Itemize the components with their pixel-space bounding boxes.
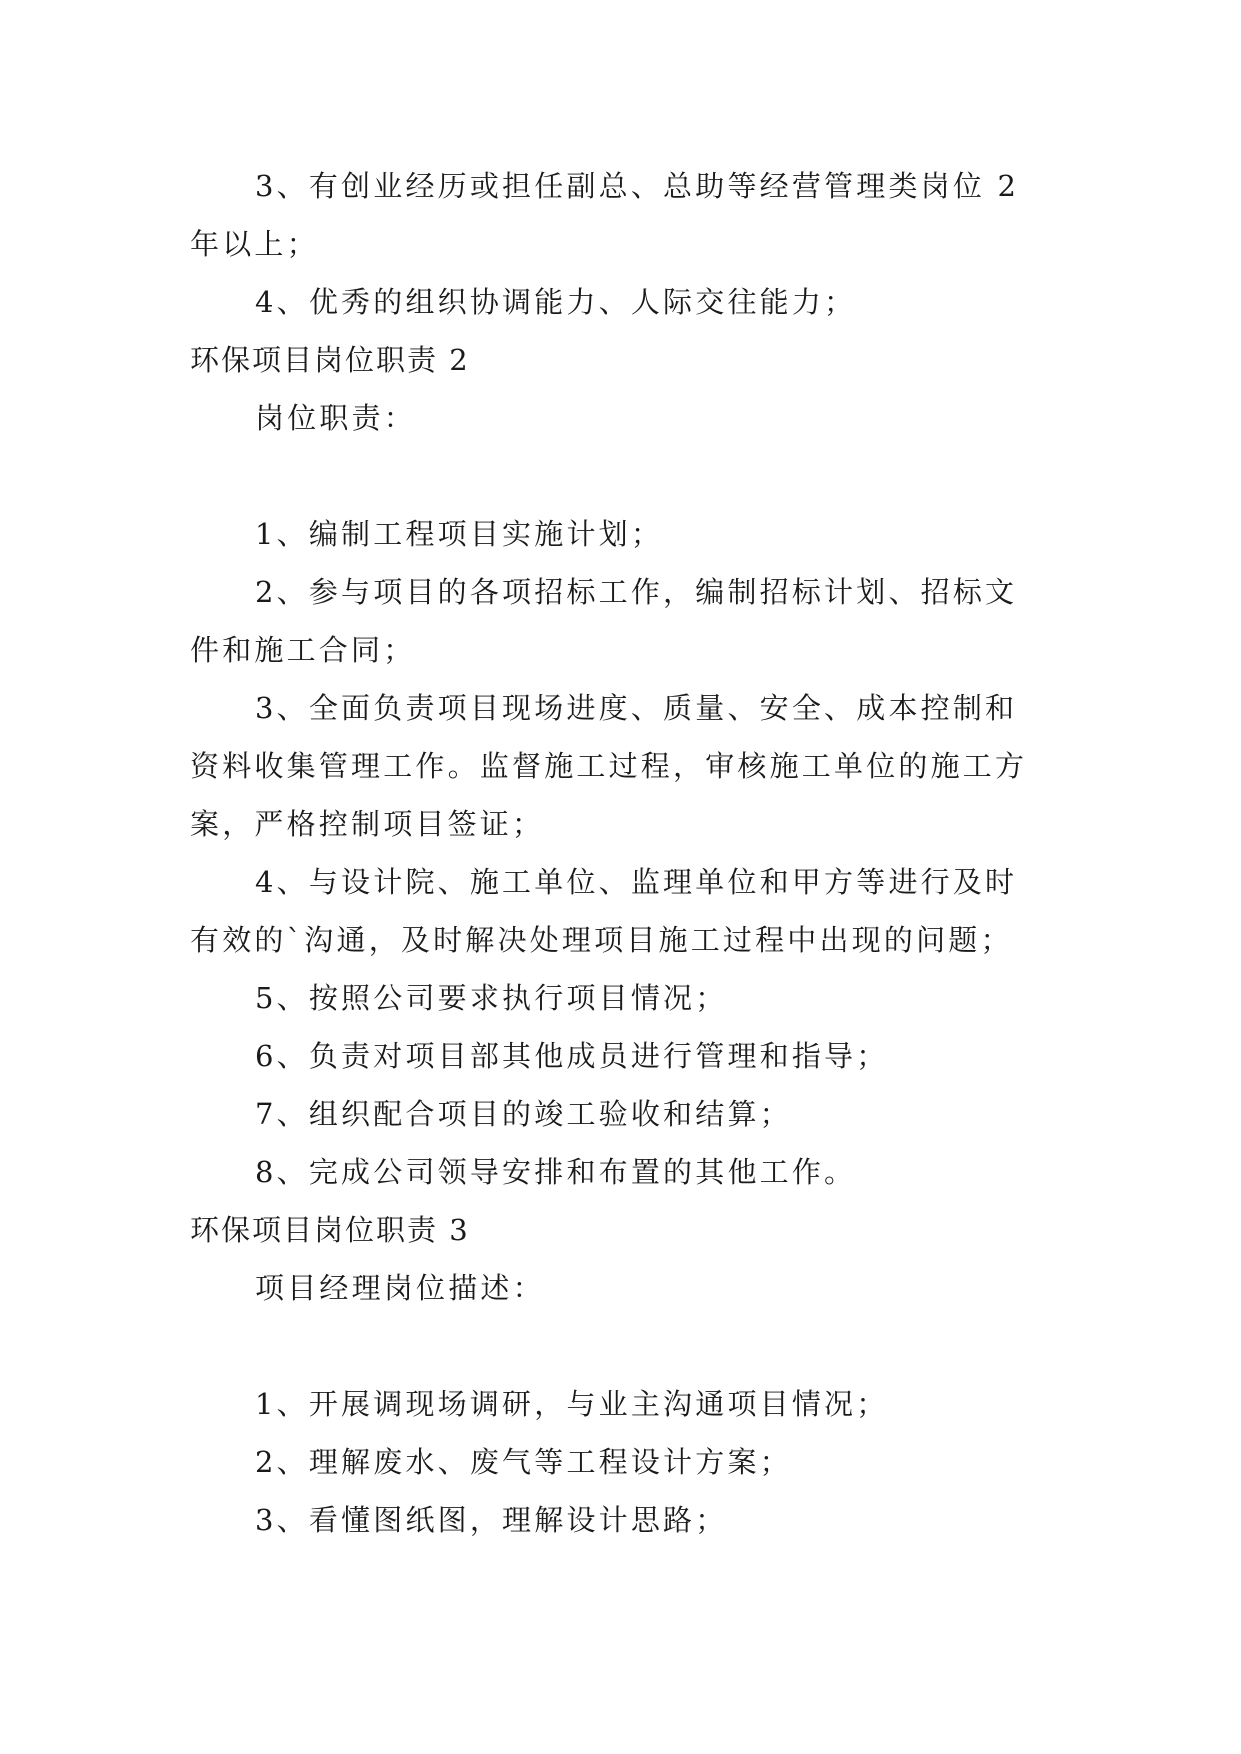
paragraph-line: 4、优秀的组织协调能力、人际交往能力； [255,285,857,319]
subheading: 项目经理岗位描述： [255,1271,545,1305]
list-item-continuation: 有效的`沟通，及时解决处理项目施工过程中出现的问题； [190,923,1013,957]
list-item: 1、编制工程项目实施计划； [255,517,664,551]
paragraph-line: 年以上； [190,227,319,261]
list-item-continuation: 件和施工合同； [190,633,416,667]
list-item: 7、组织配合项目的竣工验收和结算； [255,1097,792,1131]
list-item: 2、参与项目的各项招标工作，编制招标计划、招标文 [255,575,1018,609]
list-item: 2、理解废水、废气等工程设计方案； [255,1445,792,1479]
section-heading: 环保项目岗位职责 3 [190,1213,470,1247]
list-item: 4、与设计院、施工单位、监理单位和甲方等进行及时 [255,865,1018,899]
list-item: 6、负责对项目部其他成员进行管理和指导； [255,1039,889,1073]
list-item: 3、全面负责项目现场进度、质量、安全、成本控制和 [255,691,1018,725]
list-item: 3、看懂图纸图，理解设计思路； [255,1503,728,1537]
paragraph-line: 3、有创业经历或担任副总、总助等经营管理类岗位 2 [255,169,1020,203]
subheading: 岗位职责： [255,401,417,435]
list-item: 5、按照公司要求执行项目情况； [255,981,728,1015]
list-item: 8、完成公司领导安排和布置的其他工作。 [255,1155,857,1189]
section-heading: 环保项目岗位职责 2 [190,343,470,377]
list-item-continuation: 案，严格控制项目签证； [190,807,545,841]
list-item-continuation: 资料收集管理工作。监督施工过程，审核施工单位的施工方 [190,749,1028,783]
list-item: 1、开展调现场调研，与业主沟通项目情况； [255,1387,889,1421]
